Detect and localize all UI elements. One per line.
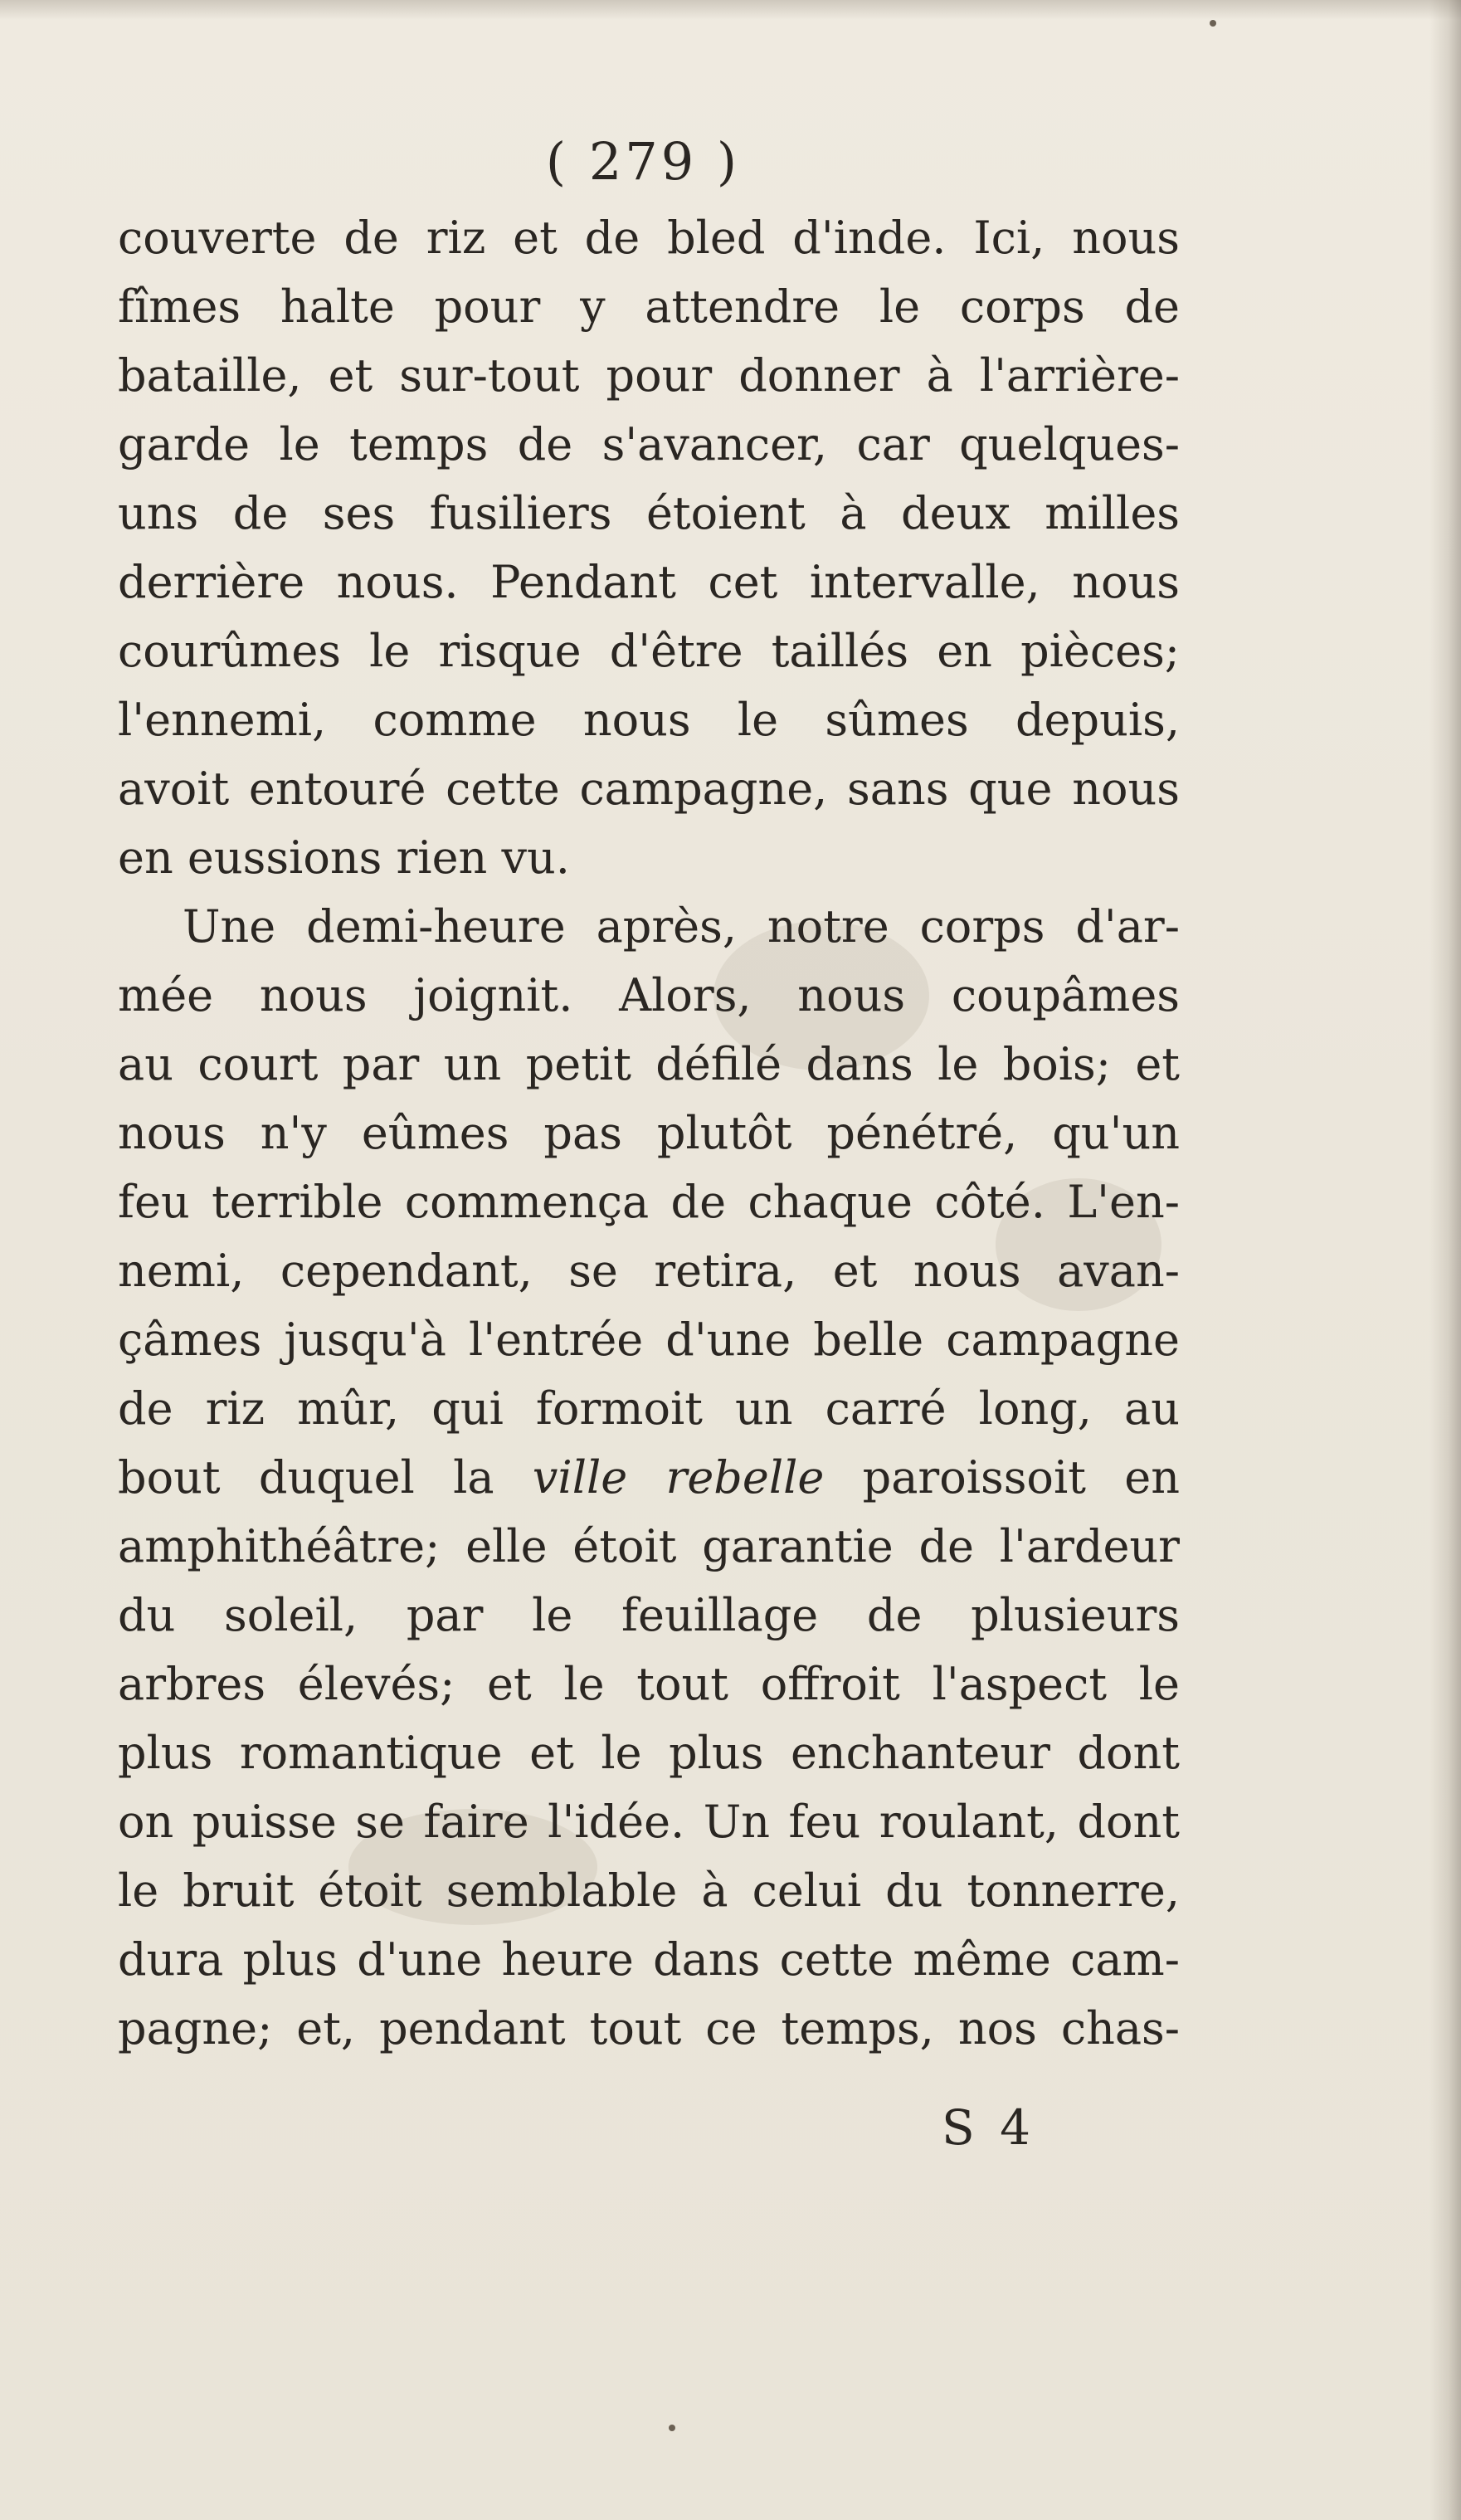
signature-mark: S 4 bbox=[942, 2099, 1036, 2156]
text-line: derrière nous. Pendant cet intervalle, nous bbox=[118, 556, 1180, 608]
text-line: bataille, et sur-tout pour donner à l'arrière- bbox=[118, 349, 1180, 402]
text-line: plus romantique et le plus enchanteur dont bbox=[118, 1727, 1180, 1779]
text-line: le bruit étoit semblable à celui du tonnerre, bbox=[118, 1864, 1180, 1917]
ink-speck bbox=[1210, 20, 1216, 27]
text-line: dura plus d'une heure dans cette même cam- bbox=[118, 1933, 1180, 1986]
text-line: amphithéâtre; elle étoit garantie de l'ardeur bbox=[118, 1520, 1180, 1572]
text-line: pagne; et, pendant tout ce temps, nos chas- bbox=[118, 2002, 1180, 2055]
text-line: fîmes halte pour y attendre le corps de bbox=[118, 280, 1180, 333]
text-line: courûmes le risque d'être taillés en pièces; bbox=[118, 625, 1180, 677]
text-line: feu terrible commença de chaque côté. L'en- bbox=[118, 1176, 1180, 1228]
italic-phrase: ville rebelle bbox=[532, 1451, 825, 1504]
text-line: mée nous joignit. Alors, nous coupâmes bbox=[118, 969, 1180, 1021]
text-line: on puisse se faire l'idée. Un feu roulant, dont bbox=[118, 1796, 1180, 1848]
text-line: nous n'y eûmes pas plutôt pénétré, qu'un bbox=[118, 1107, 1180, 1159]
text-line-with-italic bbox=[118, 1443, 1180, 1512]
text-line: uns de ses fusiliers étoient à deux milles bbox=[118, 487, 1180, 539]
ink-speck bbox=[669, 2425, 675, 2431]
body-text bbox=[118, 203, 1180, 2063]
text-line: garde le temps de s'avancer, car quelques- bbox=[118, 418, 1180, 470]
text-segment: paroissoit en bbox=[862, 1451, 1180, 1504]
text-line: du soleil, par le feuillage de plusieurs bbox=[118, 1589, 1180, 1641]
text-line: arbres élevés; et le tout offroit l'aspect le bbox=[118, 1658, 1180, 1710]
text-line: l'ennemi, comme nous le sûmes depuis, bbox=[118, 694, 1180, 746]
text-segment: bout duquel la bbox=[118, 1451, 494, 1504]
text-line: couverte de riz et de bled d'inde. Ici, nous bbox=[118, 212, 1180, 264]
text-line: avoit entouré cette campagne, sans que nous bbox=[118, 763, 1180, 815]
text-line: en eussions rien vu. bbox=[118, 831, 570, 884]
text-line: Une demi-heure après, notre corps d'ar- bbox=[183, 900, 1180, 953]
text-line: çâmes jusqu'à l'entrée d'une belle campagne bbox=[118, 1314, 1180, 1366]
page-edge-shadow bbox=[1429, 0, 1461, 2520]
text-line: de riz mûr, qui formoit un carré long, au bbox=[118, 1382, 1180, 1435]
page-top-shadow bbox=[0, 0, 1461, 20]
text-line: au court par un petit défilé dans le bois; et bbox=[118, 1038, 1180, 1090]
text-line: nemi, cependant, se retira, et nous avan- bbox=[118, 1245, 1180, 1297]
page-number: ( 279 ) bbox=[545, 131, 741, 192]
